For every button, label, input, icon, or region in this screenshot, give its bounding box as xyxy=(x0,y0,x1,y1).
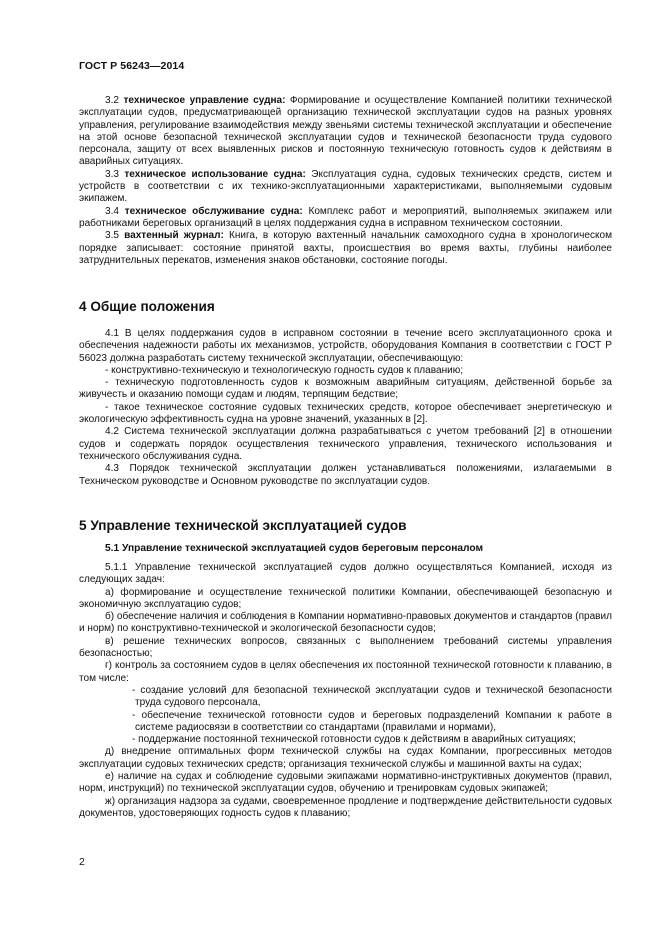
paragraph: 4.1 В целях поддержания судов в исправном состоянии в течение всего эксплуатационного срока и обеспечения надежности работы их механизмов, устройств, оборудования Компания в соответствии с ГОСТ Р 56023 должна разработать систему технической эксплуатации, обеспечивающую: xyxy=(79,328,612,364)
section-5-1-heading: 5.1 Управление технической эксплуатацией судов береговым персоналом xyxy=(105,543,483,554)
sub-list-item: - обеспечение технической готовности судов и береговых подразделений Компании к работе в системе радиосвязи в соответствии со стандартами (правилами и нормами), xyxy=(132,709,612,733)
definition-3-2: 3.2 техническое управление судна: Формирование и осуществление Компанией политики технической эксплуатации судов, предусматривающей организацию технической эксплуатации судов на разных уровнях управления, регулирование взаимодействия между звеньями системы технической эксплуатации и обеспечение на этой основе безопасной технической эксплуатации судов и технической безопасности труда судового персонала, защиту от всех выявленных рисков и постоянную техническую готовность судов к действиям в аварийных ситуациях. xyxy=(79,95,613,168)
term: техническое обслуживание судна: xyxy=(124,205,303,217)
section-5-body xyxy=(79,562,612,820)
paragraph: 4.2 Система технической эксплуатации должна разрабатываться с учетом требований [2] в отношении судов и содержать порядок осуществления технического управления, технического использования и технического обслуживания судна. xyxy=(79,426,612,462)
sub-list-item: - поддержание постоянной технической готовности судов к действиям в аварийных ситуациях; xyxy=(132,734,576,746)
page-number: 2 xyxy=(79,856,85,868)
term: техническое управление судна: xyxy=(123,95,286,106)
list-item: - такое техническое состояние судовых технических средств, которое обеспечивает энергетическую и экологическую эффективность судна на уровне значений, указанных в [2]. xyxy=(79,401,612,426)
paragraph: 5.1.1 Управление технической эксплуатацией судов должно осуществляться Компанией, исходя из следующих задач: xyxy=(79,562,612,586)
section-5-heading: 5 Управление технической эксплуатацией судов xyxy=(79,518,407,533)
list-item: ж) организация надзора за судами, своевременное продление и подтверждение действительности судовых документов, удостоверяющих годность судов к плаванию; xyxy=(79,795,612,819)
list-item: б) обеспечение наличия и соблюдения в Компании нормативно-правовых документов и стандартов (правил и норм) по конструктивно-технической и экологической безопасности судов; xyxy=(79,611,612,635)
list-item: - конструктивно-техническую и технологическую годность судов к плаванию; xyxy=(105,364,464,376)
section-4-heading: 4 Общие положения xyxy=(79,299,215,314)
list-item: а) формирование и осуществление технической политики Компании, обеспечивающей безопасную и экономичную эксплуатацию судов; xyxy=(79,586,612,610)
list-item: - техническую подготовленность судов к возможным аварийным ситуациям, действенной борьбе за живучесть и оказанию помощи судам и людям, терпящим бедствие; xyxy=(79,377,612,401)
definition-3-5: 3.5 вахтенный журнал: Книга, в которую вахтенный начальник самоходного судна в хронологическом порядке записывает: состояние принятой вахты, происшествия во время вахты, глубины наиболее затруднительных перекатов, изменения знаков обстановки, состояние погоды. xyxy=(79,230,613,266)
sub-list-item: - создание условий для безопасной технической эксплуатации судов и технической безопасности труда судового персонала, xyxy=(132,684,612,709)
document-header: ГОСТ Р 56243—2014 xyxy=(79,60,185,72)
section-4-body xyxy=(79,328,612,488)
list-item: г) контроль за состоянием судов в целях обеспечения их постоянной технической готовности к плаванию, в том числе: xyxy=(79,660,612,684)
term: техническое использование судна: xyxy=(124,168,306,180)
list-item: д) внедрение оптимальных форм технической службы на судах Компании, прогрессивных методов эксплуатации судовых технических средств; организация технической службы и машинной вахты на судах; xyxy=(79,746,612,770)
term: вахтенный журнал: xyxy=(124,230,224,242)
definitions-block xyxy=(79,95,612,267)
definition-3-3: 3.3 техническое использование судна: Эксплуатация судна, судовых технических средств, систем и устройств в соответствии с их технико-эксплуатационными характеристиками, выполняемыми судовым экипажем. xyxy=(79,168,612,205)
list-item: в) решение технических вопросов, связанных с выполнением требований системы управления безопасностью; xyxy=(79,635,612,660)
definition-3-4: 3.4 техническое обслуживание судна: Комплекс работ и мероприятий, выполняемых экипажем или работниками береговых организаций в целях поддержания судна в исправном техническом состоянии. xyxy=(79,205,612,229)
paragraph: 4.3 Порядок технической эксплуатации должен устанавливаться положениями, излагаемыми в Техническом руководстве и Основном руководстве по эксплуатации судов. xyxy=(79,463,612,487)
list-item: е) наличие на судах и соблюдение судовыми экипажами нормативно-инструктивных документов (правил, норм, инструкций) по технической эксплуатации судов, обучению и тренировкам судовых экипажей; xyxy=(79,771,612,795)
